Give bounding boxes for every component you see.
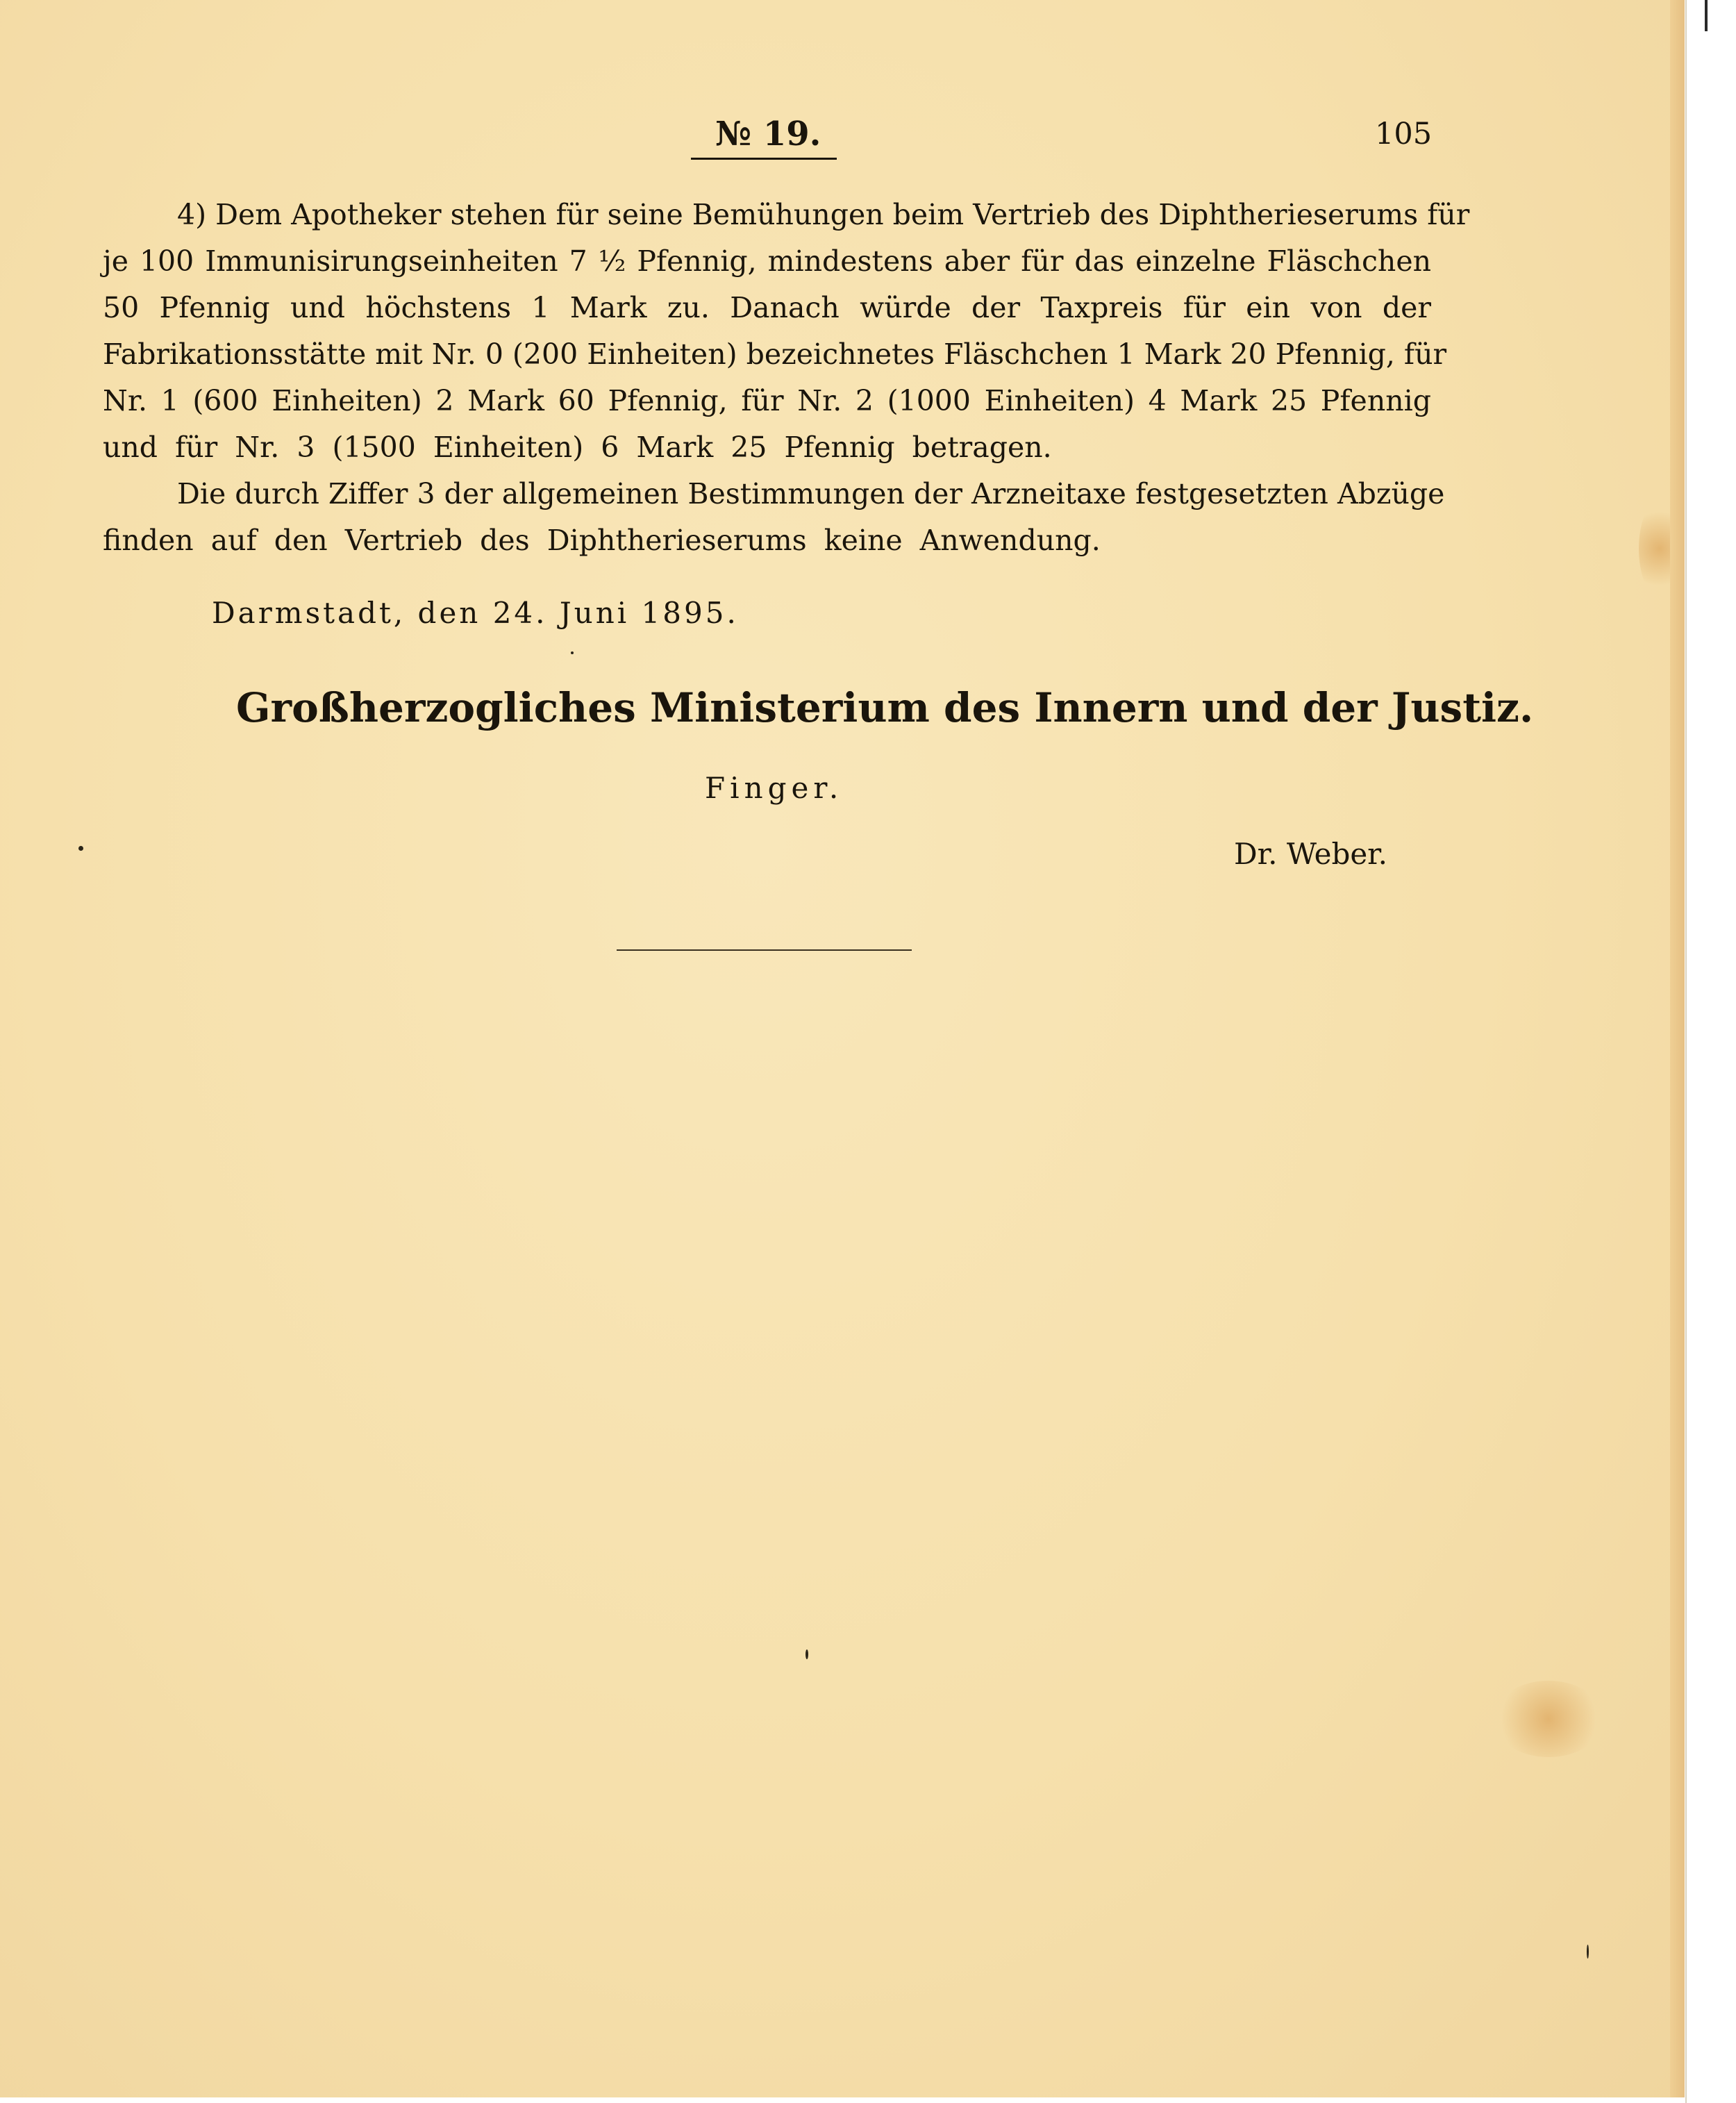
body-text-line: finden auf den Vertrieb des Diphtherieserums keine Anwendung. — [103, 524, 1101, 557]
paper-speck — [78, 846, 83, 851]
dateline: Darmstadt, den 24. Juni 1895. — [212, 596, 739, 630]
issue-number-underline — [691, 158, 837, 160]
body-text-line: 50 Pfennig und höchstens 1 Mark zu. Danach würde der Taxpreis für ein von der — [103, 291, 1431, 324]
paper-speck — [571, 651, 574, 654]
body-text-line: Die durch Ziffer 3 der allgemeinen Bestimmungen der Arzneitaxe festgesetzten Abzüge — [177, 477, 1445, 510]
closing-rule — [617, 949, 912, 951]
body-text-line: und für Nr. 3 (1500 Einheiten) 6 Mark 25 Pfennig betragen. — [103, 431, 1052, 464]
body-text-line: Nr. 1 (600 Einheiten) 2 Mark 60 Pfennig, für Nr. 2 (1000 Einheiten) 4 Mark 25 Pfennig — [103, 384, 1431, 417]
signature-weber: Dr. Weber. — [1234, 837, 1387, 871]
signature-finger: Finger. — [705, 771, 844, 805]
body-text-line: 4) Dem Apotheker stehen für seine Bemühungen beim Vertrieb des Diphtherieserums für — [177, 198, 1470, 231]
page-number: 105 — [1375, 117, 1433, 151]
paper-speck — [806, 1649, 808, 1659]
body-text-line: je 100 Immunisirungseinheiten 7 ½ Pfennig, mindestens aber für das einzelne Fläschchen — [103, 244, 1431, 278]
ministry-heading: Großherzogliches Ministerium des Innern und der Justiz. — [236, 684, 1534, 731]
paper-stain — [1493, 1681, 1604, 1757]
issue-number: № 19. — [715, 115, 821, 153]
page-edge-shadow — [1670, 0, 1685, 2097]
scan-margin — [1685, 0, 1736, 2103]
scan-edge-mark — [1705, 0, 1708, 31]
body-text-line: Fabrikationsstätte mit Nr. 0 (200 Einheiten) bezeichnetes Fläschchen 1 Mark 20 Pfennig, für — [103, 338, 1447, 371]
paper-speck — [1587, 1945, 1589, 1959]
